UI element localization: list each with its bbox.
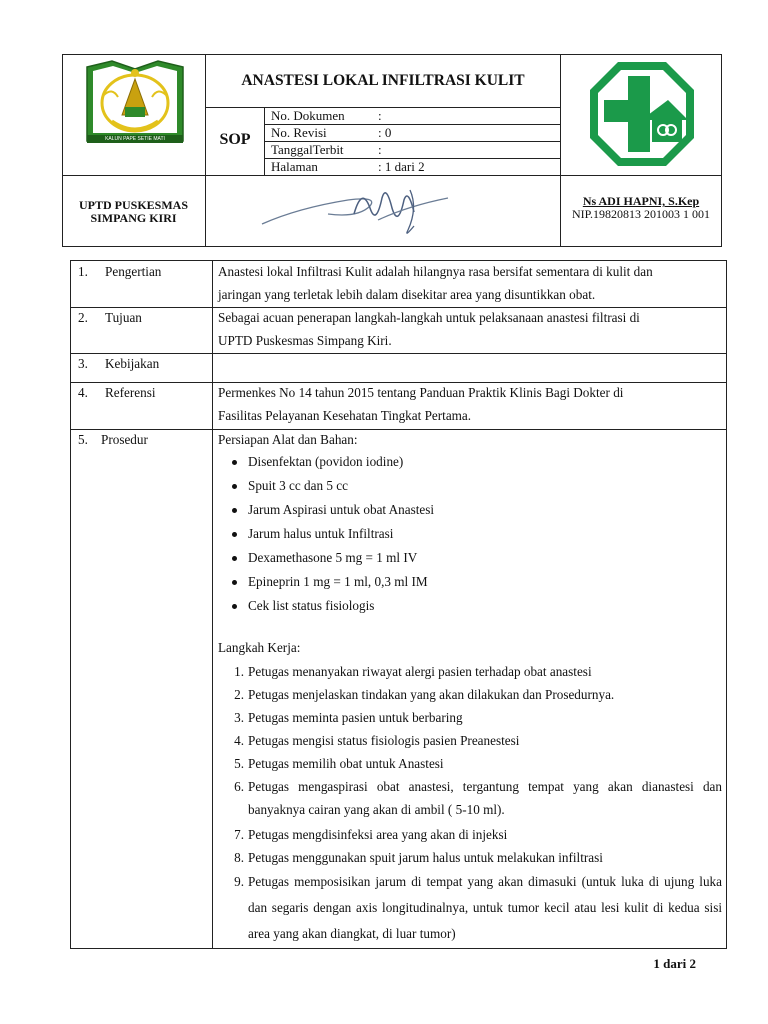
bullet-icon <box>232 604 237 609</box>
meta-value-revision: : 0 <box>378 125 392 140</box>
row-text-line: Fasilitas Pelayanan Kesehatan Tingkat Pertama. <box>218 408 472 423</box>
row-label: Tujuan <box>105 310 142 325</box>
list-item: Jarum halus untuk Infiltrasi <box>230 522 710 546</box>
bullet-icon <box>232 532 237 537</box>
list-item: 1. Petugas menanyakan riwayat alergi pasien terhadap obat anastesi <box>234 664 592 679</box>
page-number: 1 dari 2 <box>653 956 696 971</box>
row-text-line: Sebagai acuan penerapan langkah-langkah untuk pelaksanaan anastesi filtrasi di <box>218 310 640 325</box>
meta-value-page: : 1 dari 2 <box>378 159 425 174</box>
row-text-line: jaringan yang terletak lebih dalam disekitar area yang disuntikkan obat. <box>218 287 596 302</box>
list-item: 5. Petugas memilih obat untuk Anastesi <box>234 756 444 771</box>
list-item: 3. Petugas meminta pasien untuk berbaring <box>234 710 463 725</box>
procedure-steps-list <box>226 660 722 947</box>
row-text-line: UPTD Puskesmas Simpang Kiri. <box>218 333 392 348</box>
bullet-icon <box>232 508 237 513</box>
row-label: Prosedur <box>101 432 148 447</box>
meta-label-page: Halaman <box>271 159 318 174</box>
row-text-line: Anastesi lokal Infiltrasi Kulit adalah hilangnya rasa bersifat sementara di kulit dan <box>218 264 653 279</box>
prep-item-list <box>230 450 710 618</box>
meta-label-document: No. Dokumen <box>271 108 345 123</box>
list-item: Epineprin 1 mg = 1 ml, 0,3 ml IM <box>230 570 710 594</box>
list-item: 9. Petugas memposisikan jarum di tempat yang akan dimasuki (untuk luka di ujung luka dan segaris dengan axis longitudinalnya, untuk tumor kecil atau lesi kulit di kedua sisi area yang akan diangkat, di luar tumor) <box>234 874 722 941</box>
list-item: Disenfektan (povidon iodine) <box>230 450 710 474</box>
meta-label-revision: No. Revisi <box>271 125 327 140</box>
row-label: Referensi <box>105 385 156 400</box>
row-number: 2. <box>78 310 88 325</box>
list-item: Dexamethasone 5 mg = 1 ml IV <box>230 546 710 570</box>
bullet-icon <box>232 484 237 489</box>
list-item: Jarum Aspirasi untuk obat Anastesi <box>230 498 710 522</box>
sop-label: SOP <box>219 131 251 148</box>
list-item: 6. Petugas mengaspirasi obat anastesi, tergantung tempat yang akan dianastesi dan banyaknya cairan yang akan di ambil ( 5-10 ml). <box>234 779 722 817</box>
bullet-icon <box>232 580 237 585</box>
prep-heading: Persiapan Alat dan Bahan: <box>218 432 358 447</box>
signature-image <box>258 178 458 240</box>
document-title: ANASTESI LOKAL INFILTRASI KULIT <box>241 72 525 89</box>
row-number: 5. <box>78 432 88 447</box>
list-item: Cek list status fisiologis <box>230 594 710 618</box>
org-name-line1: UPTD PUSKESMAS <box>78 198 188 212</box>
row-number: 4. <box>78 385 88 400</box>
bullet-icon <box>232 460 237 465</box>
steps-heading: Langkah Kerja: <box>218 640 301 655</box>
meta-value-issue-date: : <box>378 142 382 157</box>
meta-value-document: : <box>378 108 382 123</box>
org-name-line2: SIMPANG KIRI <box>90 211 177 225</box>
meta-label-issue-date: TanggalTerbit <box>271 142 344 157</box>
list-item: 8. Petugas menggunakan spuit jarum halus untuk melakukan infiltrasi <box>234 850 603 865</box>
row-number: 3. <box>78 356 88 371</box>
row-number: 1. <box>78 264 88 279</box>
emblem-motto: KALUN PAPE SETIE MATI <box>105 136 165 142</box>
puskesmas-emblem-logo <box>82 57 188 149</box>
list-item: 7. Petugas mengdisinfeksi area yang akan di injeksi <box>234 827 508 842</box>
row-label: Kebijakan <box>105 356 160 371</box>
puskesmas-logo <box>588 60 696 168</box>
signer-name: Ns ADI HAPNI, S.Kep <box>582 194 700 208</box>
list-item: Spuit 3 cc dan 5 cc <box>230 474 710 498</box>
signer-nip: NIP.19820813 201003 1 001 <box>571 207 710 221</box>
bullet-icon <box>232 556 237 561</box>
list-item: 2. Petugas menjelaskan tindakan yang akan dilakukan dan Prosedurnya. <box>234 687 615 702</box>
row-label: Pengertian <box>105 264 162 279</box>
list-item: 4. Petugas mengisi status fisiologis pasien Preanestesi <box>234 733 520 748</box>
row-text-line: Permenkes No 14 tahun 2015 tentang Panduan Praktik Klinis Bagi Dokter di <box>218 385 624 400</box>
